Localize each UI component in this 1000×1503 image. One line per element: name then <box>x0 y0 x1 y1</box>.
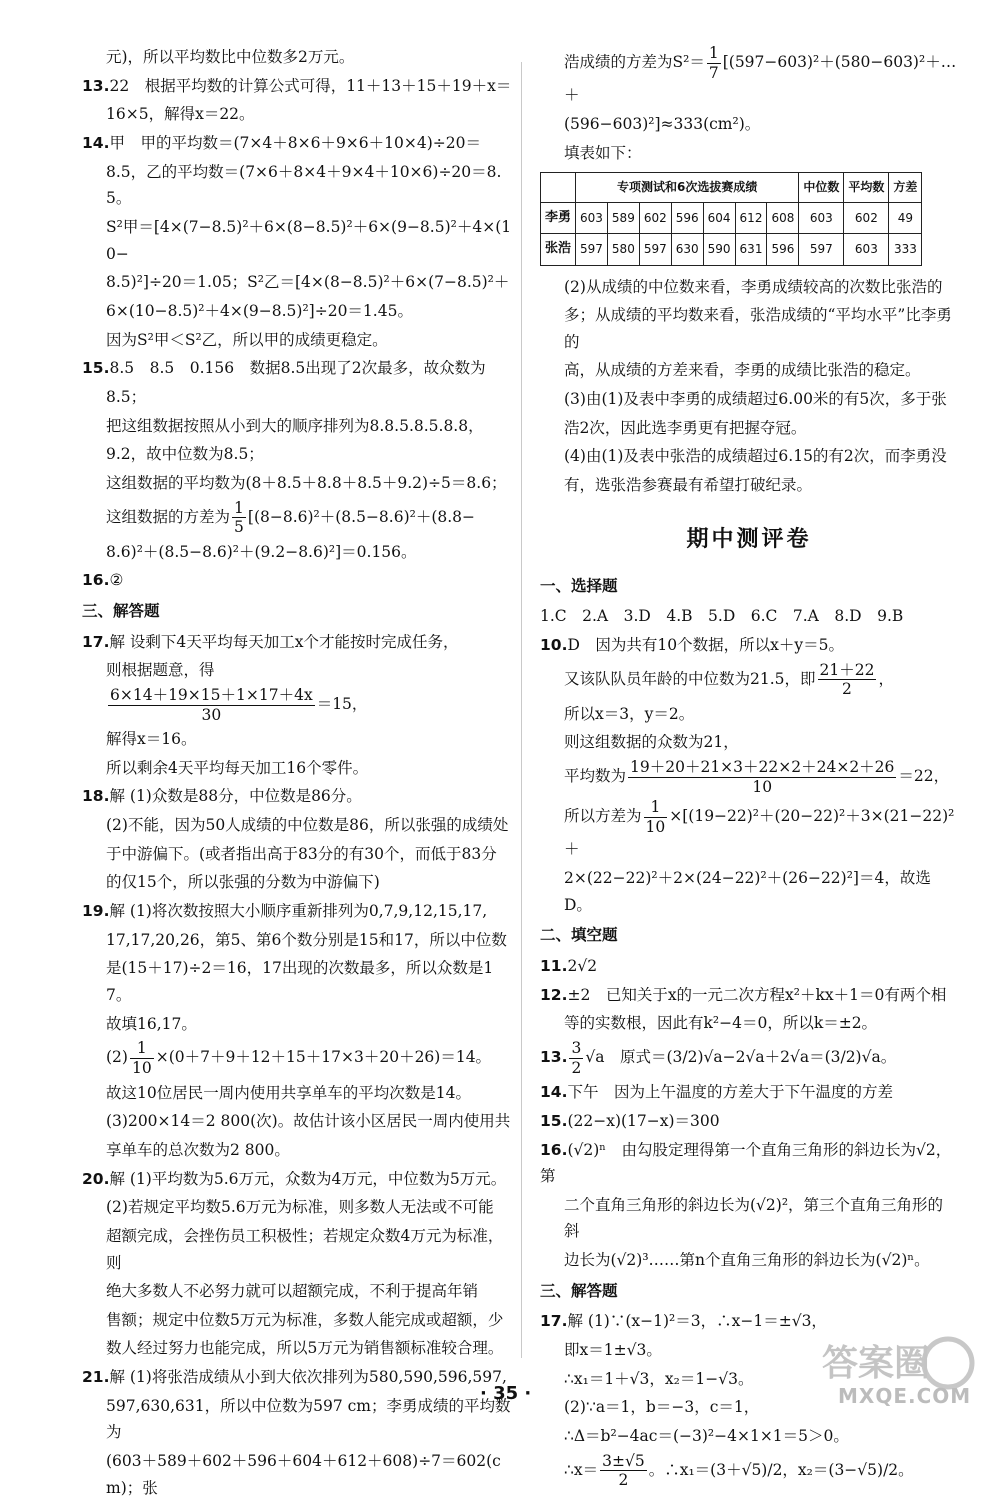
right-top-text <box>540 44 958 166</box>
text-line <box>540 140 958 167</box>
line-text: ±2 已知关于x的一元二次方程x²＋kx＋1＝0有两个相 <box>567 985 947 1004</box>
line-text: 所以方差为 <box>564 807 642 826</box>
score-cell: 604 <box>703 202 735 233</box>
fraction-denominator: 7 <box>708 63 719 82</box>
watermark-url: MXQE.COM <box>838 1384 972 1408</box>
question-number: 12. <box>540 985 568 1004</box>
line-text-after: √a 原式＝(3/2)√a−2√a＋2√a＝(3/2)√a。 <box>585 1048 897 1067</box>
line-text-after: [(597−603)²＋(580−603)²＋…＋ <box>564 53 957 105</box>
variance-cell: 49 <box>889 202 922 233</box>
line-text: 浩2次，因此选李勇更有把握夺冠。 <box>564 418 807 437</box>
line-text: ∴Δ＝b²−4ac＝(−3)²−4×1×1＝5＞0。 <box>564 1427 849 1446</box>
text-line <box>82 629 514 656</box>
question-number: 19. <box>82 902 110 921</box>
right-column <box>540 44 958 1492</box>
text-line <box>82 384 514 411</box>
line-text: 则根据题意，得 <box>106 661 215 680</box>
question-number: 13. <box>540 1048 568 1067</box>
watermark-text: 答案圈 <box>822 1343 931 1384</box>
right-analysis-text <box>540 274 958 499</box>
line-text: 下午 因为上午温度的方差大于下午温度的方差 <box>567 1083 893 1102</box>
section-heading: 三、解答题 <box>82 602 160 620</box>
line-text: (596−603)²]≈333(cm²)。 <box>564 114 761 133</box>
line-text: 售额；规定中位数5万元为标准，多数人能完成或超额，少 <box>106 1310 504 1329</box>
text-line <box>82 783 514 810</box>
column-divider <box>521 62 522 1358</box>
text-line <box>82 1080 514 1107</box>
line-text: 解得x＝16。 <box>106 730 197 749</box>
score-cell: 590 <box>703 234 735 265</box>
text-line <box>540 758 958 796</box>
text-line <box>82 1194 514 1221</box>
fraction <box>108 686 315 724</box>
text-line <box>82 441 514 468</box>
score-cell: 630 <box>671 234 703 265</box>
text-line <box>82 686 514 724</box>
section-heading: 一、选择题 <box>540 576 618 595</box>
score-table <box>540 172 922 265</box>
text-line <box>82 470 514 497</box>
line-text: 2×(22−22)²＋2×(24−22)²＋(26−22)²]＝4，故选D。 <box>564 869 931 914</box>
line-text: 16×5，解得x＝22。 <box>106 105 255 124</box>
line-text: D 因为共有10个数据，所以x＋y＝5。 <box>567 635 844 654</box>
score-cell: 631 <box>735 234 767 265</box>
line-text: ∴x₁＝1＋√3，x₂＝1−√3。 <box>564 1369 754 1388</box>
score-cell: 580 <box>607 234 639 265</box>
line-text: 所以x＝3，y＝2。 <box>564 704 695 723</box>
fraction-numerator: 3 <box>571 1039 582 1058</box>
score-cell: 612 <box>735 202 767 233</box>
line-text: 等的实数根，因此有k²−4＝0，所以k＝±2。 <box>564 1014 878 1033</box>
text-line <box>540 1010 958 1037</box>
line-text: 这组数据的平均数为(8＋8.5＋8.8＋8.5＋9.2)÷5＝8.6； <box>106 473 507 492</box>
line-text: S²甲＝[4×(7−8.5)²＋6×(8−8.5)²＋6×(9−8.5)²＋4×(10− <box>106 217 512 263</box>
text-line <box>540 661 958 699</box>
fraction-denominator: 2 <box>571 1058 582 1077</box>
table-header-row <box>541 173 922 203</box>
question-number: 15. <box>82 359 110 378</box>
text-line <box>540 472 958 499</box>
line-text: 把这组数据按照从小到大的顺序排列为8.8.5.8.5.8.8， <box>106 416 484 435</box>
score-cell: 597 <box>576 234 608 265</box>
text-line <box>82 1307 514 1334</box>
fraction <box>628 758 896 796</box>
fraction-numerator: 19＋20＋21×3＋22×2＋24×2＋26 <box>630 758 895 777</box>
fraction-denominator: 10 <box>645 817 666 836</box>
score-cell: 596 <box>767 234 799 265</box>
text-line <box>82 898 514 925</box>
score-cell: 603 <box>576 202 608 233</box>
line-text: 9.2，故中位数为8.5； <box>106 445 264 464</box>
line-text: ② <box>109 571 124 590</box>
fraction-numerator: 3±√5 <box>602 1451 645 1470</box>
student-name-cell: 李勇 <box>541 202 576 233</box>
text-line <box>82 1039 514 1077</box>
fraction <box>232 499 246 537</box>
line-text: 22 根据平均数的计算公式可得，11＋13＋15＋19＋x＝ <box>109 76 512 95</box>
text-line <box>82 1223 514 1276</box>
text-line <box>82 1166 514 1193</box>
line-text: 边长为(√2)³……第n个直角三角形的斜边长为(√2)ⁿ。 <box>564 1251 930 1270</box>
line-text: 解 设剩下4天平均每天加工x个才能按时完成任务， <box>109 632 459 651</box>
fraction <box>600 1452 647 1490</box>
question-number: 17. <box>82 632 110 651</box>
score-cell: 596 <box>671 202 703 233</box>
median-cell: 597 <box>799 234 844 265</box>
line-text-after: ＝22， <box>898 767 950 786</box>
fraction-numerator: 1 <box>130 1039 154 1059</box>
line-text: 这组数据的方差为 <box>106 507 231 526</box>
text-line <box>82 755 514 782</box>
table-row <box>541 202 922 233</box>
fraction-denominator: 5 <box>234 518 244 537</box>
line-text: 的仅15个，所以张强的分数为中游偏下) <box>106 873 380 892</box>
text-line <box>82 1011 514 1038</box>
median-cell: 603 <box>799 202 844 233</box>
question-number: 21. <box>82 1368 110 1387</box>
question-number: 16. <box>82 571 110 590</box>
text-line <box>540 1452 958 1490</box>
text-line <box>540 632 958 659</box>
line-text: (2)若规定平均数5.6万元为标准，则多数人无法或不可能 <box>106 1198 494 1217</box>
table-header-cell <box>541 173 576 203</box>
text-line <box>82 567 514 594</box>
text-line <box>540 982 958 1009</box>
text-line <box>540 729 958 756</box>
text-line <box>540 798 958 863</box>
watermark-circle-icon <box>924 1339 972 1387</box>
line-text: 解 (1)∵(x−1)²＝3，∴x−1＝±√3， <box>567 1312 827 1331</box>
line-text: (2)不能，因为50人成绩的中位数是86，所以张强的成绩处 <box>106 816 509 835</box>
line-text: 享单车的总次数为2 800。 <box>106 1140 290 1159</box>
text-line <box>82 101 514 128</box>
question-number: 20. <box>82 1169 110 1188</box>
line-text-after: ×(0＋7＋9＋12＋15＋17×3＋20＋26)＝14。 <box>155 1048 492 1067</box>
text-line <box>82 159 514 212</box>
text-line <box>540 1108 958 1135</box>
line-text: 17,17,20,26，第5、第6个数分别是15和17，所以中位数 <box>106 930 507 949</box>
text-line <box>82 44 514 71</box>
line-text: 二个直角三角形的斜边长为(√2)²，第三个直角三角形的斜 <box>564 1195 944 1241</box>
table-header-cell: 平均数 <box>844 173 889 203</box>
text-line <box>82 1137 514 1164</box>
score-cell: 602 <box>639 202 671 233</box>
line-text: 数人经过努力也能完成，所以5万元为销售额标准较合理。 <box>106 1339 504 1358</box>
text-line <box>540 603 958 630</box>
question-number: 11. <box>540 957 568 976</box>
text-line <box>540 111 958 138</box>
question-number: 18. <box>82 787 110 806</box>
line-text: 8.5 8.5 0.156 数据8.5出现了2次最多，故众数为 <box>109 359 486 378</box>
line-text: 解 (1)平均数为5.6万元，众数为4万元，中位数为5万元。 <box>109 1169 507 1188</box>
text-line <box>540 1039 958 1077</box>
line-text: 所以剩余4天平均每天加工16个零件。 <box>106 758 369 777</box>
fraction <box>130 1039 154 1077</box>
text-line <box>540 865 958 918</box>
text-line <box>540 274 958 301</box>
text-line <box>82 539 514 566</box>
line-text: 元)，所以平均数比中位数多2万元。 <box>106 48 355 66</box>
section-title: 期中测评卷 <box>686 526 812 552</box>
text-line <box>82 1364 514 1391</box>
fraction <box>569 1039 583 1077</box>
line-text: 因为S²甲＜S²乙，所以甲的成绩更稳定。 <box>106 330 388 349</box>
fraction <box>707 44 721 82</box>
line-text-after: ×[(19−22)²＋(20−22)²＋3×(21−22)²＋ <box>564 807 955 859</box>
text-line <box>82 73 514 100</box>
line-text: 浩成绩的方差为S²＝ <box>564 53 705 72</box>
line-text: 则这组数据的众数为21， <box>564 733 739 752</box>
question-number: 17. <box>540 1312 568 1331</box>
text-line <box>540 953 958 980</box>
line-text: 绝大多数人不必努力就可以超额完成，不利于提高年销 <box>106 1282 479 1301</box>
score-cell: 589 <box>607 202 639 233</box>
line-text: (22−x)(17−x)＝300 <box>567 1111 720 1130</box>
table-header-cell: 方差 <box>889 173 922 203</box>
line-text: (603＋589＋602＋596＋604＋612＋608)÷7＝602(cm)；张 <box>106 1452 501 1497</box>
line-text: 超额完成，会挫伤员工积极性；若规定众数4万元为标准，则 <box>106 1226 504 1272</box>
line-text: 597,630,631，所以中位数为597 cm；李勇成绩的平均数为 <box>106 1396 511 1442</box>
line-text: 于中游偏下。(或者指出高于83分的有30个，而低于83分 <box>106 844 497 863</box>
line-text: 多；从成绩的平均数来看，张浩成绩的“平均水平”比李勇的 <box>564 306 952 351</box>
page-number: · 35 · <box>480 1383 532 1404</box>
section-heading: 二、填空题 <box>540 926 618 945</box>
text-line <box>540 1137 958 1190</box>
fraction-numerator: 6×14＋19×15＋1×17＋4x <box>110 685 313 704</box>
text-line <box>82 726 514 753</box>
text-line <box>82 1393 514 1446</box>
fraction-denominator: 2 <box>842 680 852 699</box>
line-text: (3)由(1)及表中李勇的成绩超过6.00米的有5次，多于张 <box>564 390 947 409</box>
line-text: 即x＝1±√3。 <box>564 1341 662 1360</box>
line-text: 8.6)²＋(8.5−8.6)²＋(9.2−8.6)²]＝0.156。 <box>106 542 417 561</box>
mean-cell: 602 <box>844 202 889 233</box>
question-number: 13. <box>82 76 110 95</box>
fraction-numerator: 1 <box>234 498 244 517</box>
text-line <box>540 701 958 728</box>
line-text: 解 (1)将张浩成绩从小到大依次排列为580,590,596,597, <box>109 1368 507 1387</box>
variance-cell: 333 <box>889 234 922 265</box>
fraction-denominator: 10 <box>131 1058 152 1077</box>
text-line <box>540 1079 958 1106</box>
text-line <box>82 298 514 325</box>
text-line <box>82 812 514 839</box>
fraction-numerator: 1 <box>708 44 719 62</box>
line-text: 解 (1)将次数按照大小顺序重新排列为0,7,9,12,15,17, <box>109 902 488 921</box>
line-text-after: [(8−8.6)²＋(8.5−8.6)²＋(8.8− <box>247 507 476 526</box>
text-line <box>82 355 514 382</box>
student-name-cell: 张浩 <box>541 234 576 265</box>
text-line <box>82 499 514 537</box>
score-cell: 608 <box>767 202 799 233</box>
text-line <box>82 869 514 896</box>
fraction-numerator: 1 <box>644 798 668 818</box>
text-line <box>82 413 514 440</box>
left-column <box>82 44 514 1503</box>
line-text: 是(15＋17)÷2＝16，17出现的次数最多，所以众数是17。 <box>106 959 494 1005</box>
fraction-numerator: 21＋22 <box>819 660 875 679</box>
text-line <box>82 269 514 296</box>
line-text: 高，从成绩的方差来看，李勇的成绩比张浩的稳定。 <box>564 361 921 380</box>
line-text: (2)从成绩的中位数来看，李勇成绩较高的次数比张浩的 <box>564 277 943 296</box>
question-number: 14. <box>540 1083 568 1102</box>
fraction-denominator: 2 <box>618 1471 629 1490</box>
text-line <box>540 44 958 109</box>
table-body <box>541 202 922 265</box>
text-line <box>540 357 958 384</box>
line-text-after: ， <box>878 669 894 688</box>
line-text: (√2)ⁿ 由勾股定理得第一个直角三角形的斜边长为√2，第 <box>540 1140 952 1186</box>
text-line <box>540 1247 958 1274</box>
text-line <box>540 302 958 355</box>
text-line <box>82 1278 514 1305</box>
text-line <box>82 927 514 954</box>
text-line <box>82 130 514 157</box>
line-text: 有，选张浩参赛最有希望打破纪录。 <box>564 476 813 495</box>
line-text: (3)200×14＝2 800(次)。故估计该小区居民一周内使用共 <box>106 1112 511 1131</box>
text-line <box>82 1108 514 1135</box>
question-number: 10. <box>540 635 568 654</box>
table-row <box>541 234 922 265</box>
line-text: ∴x＝ <box>564 1460 599 1479</box>
line-text: 8.5，乙的平均数＝(7×6＋8×4＋9×4＋10×6)÷20＝8.5。 <box>106 162 502 208</box>
text-line <box>540 386 958 413</box>
text-line <box>540 1423 958 1450</box>
text-line <box>82 1448 514 1501</box>
fraction <box>818 661 877 699</box>
section-heading: 三、解答题 <box>540 1281 618 1300</box>
line-text: 又该队队员年龄的中位数为21.5，即 <box>564 669 816 688</box>
question-number: 15. <box>540 1111 568 1130</box>
line-text: 平均数为 <box>564 767 627 786</box>
line-text-after: ＝15， <box>316 695 368 714</box>
line-text: 解 (1)众数是88分，中位数是86分。 <box>109 787 362 806</box>
line-text: 填表如下： <box>564 143 642 162</box>
fraction <box>644 798 668 836</box>
line-text: 甲 甲的平均数＝(7×4＋8×6＋9×6＋10×4)÷20＝ <box>109 133 481 152</box>
mean-cell: 603 <box>844 234 889 265</box>
line-text: (2) <box>106 1048 128 1067</box>
line-text: 8.5； <box>106 387 147 406</box>
line-text: 2√2 <box>567 957 598 976</box>
fraction-denominator: 10 <box>752 777 773 796</box>
line-text-after: 。∴x₁＝(3＋√5)/2，x₂＝(3−√5)/2。 <box>648 1460 914 1479</box>
text-line <box>82 955 514 1008</box>
text-line <box>82 1335 514 1362</box>
line-text: 故填16,17。 <box>106 1014 197 1033</box>
text-line <box>82 841 514 868</box>
line-text: (2)∵a＝1，b＝−3，c＝1， <box>564 1398 760 1417</box>
line-text: 1.C 2.A 3.D 4.B 5.D 6.C 7.A 8.D 9.B <box>540 607 904 626</box>
table-header-cell: 专项测试和6次选拔赛成绩 <box>576 173 799 203</box>
line-text: 故这10位居民一周内使用共享单车的平均次数是14。 <box>106 1083 471 1102</box>
text-line <box>540 415 958 442</box>
question-number: 14. <box>82 133 110 152</box>
text-line <box>82 214 514 267</box>
question-number: 16. <box>540 1140 568 1159</box>
line-text: (4)由(1)及表中张浩的成绩超过6.15的有2次，而李勇没 <box>564 447 947 466</box>
text-line <box>82 327 514 354</box>
fraction-denominator: 30 <box>201 705 222 724</box>
line-text: 8.5)²]÷20＝1.05；S²乙＝[4×(8−8.5)²＋6×(7−8.5)²＋ <box>106 273 510 292</box>
table-header-cell: 中位数 <box>799 173 844 203</box>
score-cell: 597 <box>639 234 671 265</box>
text-line <box>540 443 958 470</box>
line-text: 6×(10−8.5)²＋4×(9−8.5)²]÷20＝1.45。 <box>106 301 413 320</box>
text-line <box>540 1192 958 1245</box>
text-line <box>82 657 514 684</box>
